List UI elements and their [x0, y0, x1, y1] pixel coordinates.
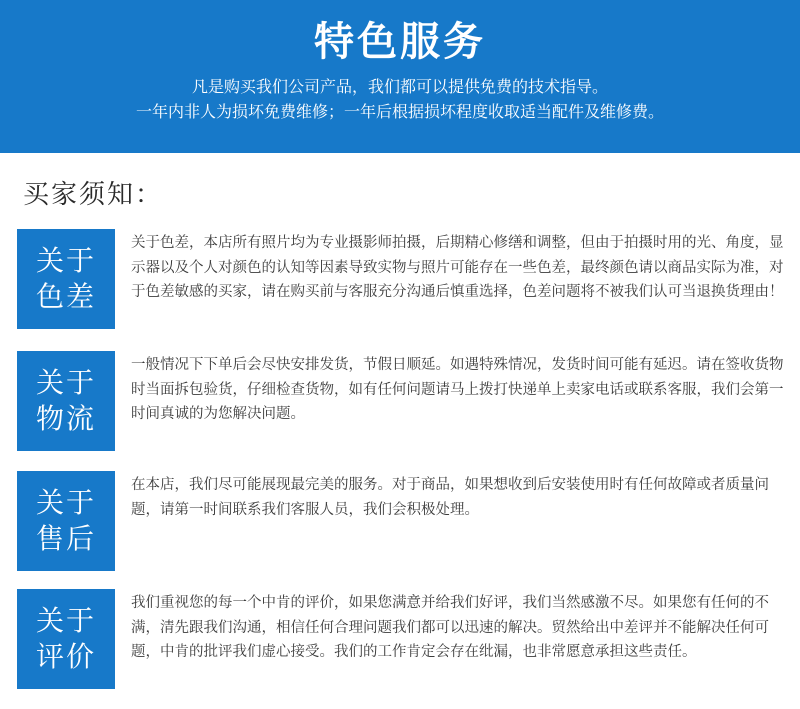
- label-line-1: 关于: [35, 366, 96, 399]
- review-text: 我们重视您的每一个中肯的评价，如果您满意并给我们好评，我们当然感激不尽。如果您有任何的不满，清先跟我们沟通，相信任何合理问题我们都可以迅速的解决。贸然给出中差评并不能解决任何可题，中肯的批评我们虚心接受。我们的工作肯定会存在纰漏，也非常愿意承担这些责任。: [131, 595, 769, 660]
- banner-subtitle-line2: 一年内非人为损坏免费维修；一年后根据损坏程度收取适当配件及维修费。: [135, 102, 664, 121]
- review-label: [17, 589, 115, 689]
- after-sales-text: 在本店，我们尽可能展现最完美的服务。对于商品，如果想收到后安装使用时有任何故障或者质量问题，请第一时间联系我们客服人员，我们会积极处理。: [131, 477, 769, 518]
- color-difference-label: [17, 229, 115, 329]
- buyer-notice-heading: 买家须知：: [23, 180, 164, 210]
- logistics-label: [17, 351, 115, 451]
- label-line-2: 评价: [35, 640, 96, 673]
- label-line-1: 关于: [35, 604, 96, 637]
- logistics-text: 一般情况下下单后会尽快安排发货，节假日顺延。如遇特殊情况，发货时间可能有延迟。请在签收货物时当面拆包验货，仔细检查货物，如有任何问题请马上拨打快递单上卖家电话或联系客服，我们会第一时间真诚的为您解决问题。: [131, 357, 784, 422]
- label-line-1: 关于: [35, 486, 96, 519]
- label-line-1: 关于: [35, 244, 96, 277]
- label-line-2: 色差: [35, 280, 96, 313]
- label-line-2: 物流: [35, 402, 96, 435]
- banner-title: 特色服务: [314, 19, 486, 65]
- service-banner: [0, 0, 800, 153]
- banner-subtitle-line1: 凡是购买我们公司产品，我们都可以提供免费的技术指导。: [191, 77, 608, 96]
- label-line-2: 售后: [35, 522, 96, 555]
- after-sales-label: [17, 471, 115, 571]
- color-difference-text: 关于色差，本店所有照片均为专业摄影师拍摄，后期精心修缮和调整，但由于拍摄时用的光、角度，显示器以及个人对颜色的认知等因素导致实物与照片可能存在一些色差，最终颜色请以商品实际为准，对于色差敏感的买家，请在购买前与客服充分沟通后慎重选择，色差问题将不被我们认可当退换货理由！: [131, 235, 784, 300]
